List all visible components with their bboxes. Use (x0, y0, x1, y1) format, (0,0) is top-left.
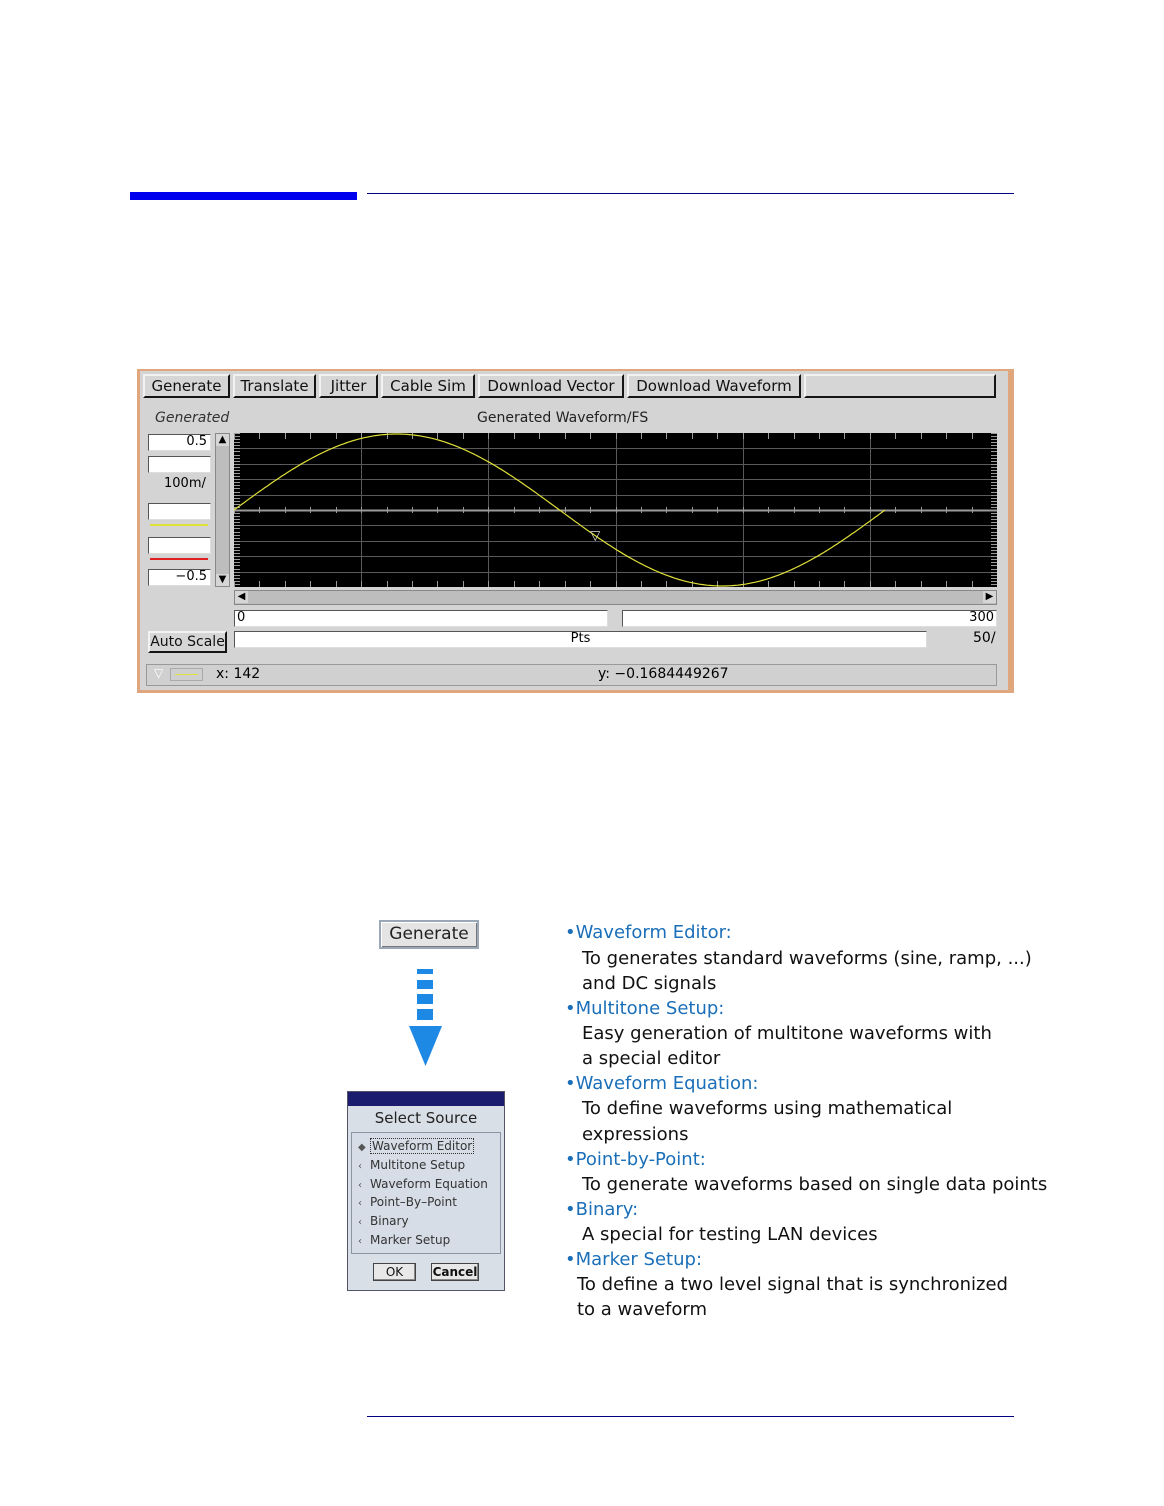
toolbar-empty-slot (804, 374, 996, 398)
radio-icon[interactable]: ‹ (358, 1198, 362, 1209)
cancel-button[interactable]: Cancel (432, 1265, 478, 1279)
marker-x-readout: x: 142 (216, 666, 261, 682)
option-waveform-equation[interactable] (358, 1177, 488, 1191)
option-label: Multitone Setup (370, 1158, 466, 1172)
down-arrow-icon (409, 1026, 442, 1066)
dialog-heading: Select Source (374, 1109, 478, 1127)
y-offset-field[interactable] (148, 456, 211, 473)
panel-label: Generated (155, 410, 230, 426)
desc-heading-marker-setup: •Marker Setup: (565, 1249, 703, 1270)
desc-text: and DC signals (582, 973, 717, 994)
desc-text: To define a two level signal that is synchronized (577, 1274, 1008, 1295)
option-marker-setup[interactable] (358, 1233, 450, 1247)
radio-icon[interactable]: ‹ (358, 1180, 362, 1191)
marker-channel-field[interactable] (148, 537, 211, 554)
option-label: Waveform Editor (372, 1139, 473, 1153)
scroll-up-icon[interactable]: ▲ (216, 434, 229, 446)
source-options-list (351, 1132, 501, 1254)
scroll-right-icon[interactable]: ▶ (983, 591, 996, 603)
dialog-titlebar[interactable] (348, 1092, 504, 1106)
footer-rule (367, 1416, 1014, 1417)
radio-selected-icon[interactable]: ◆ (358, 1142, 366, 1153)
desc-text: to a waveform (577, 1299, 707, 1320)
trace-channel-field[interactable] (148, 503, 211, 520)
desc-heading-waveform-equation: •Waveform Equation: (565, 1073, 759, 1094)
x-end-field[interactable]: 300 (622, 610, 997, 627)
marker-y-readout: y: −0.1684449267 (598, 666, 729, 682)
y-max-field[interactable]: 0.5 (148, 434, 211, 451)
auto-scale-button[interactable]: Auto Scale (148, 631, 227, 653)
generate-button[interactable]: Generate (143, 374, 230, 398)
arrow-dash (417, 994, 433, 1004)
option-label: Binary (370, 1214, 409, 1228)
plot-title: Generated Waveform/FS (477, 410, 649, 426)
horizontal-scrollbar[interactable] (234, 590, 997, 605)
desc-text: To generate waveforms based on single data points (582, 1174, 1048, 1195)
option-point-by-point[interactable] (358, 1195, 457, 1209)
arrow-dash (417, 969, 433, 974)
option-binary[interactable] (358, 1214, 409, 1228)
marker-cursor-icon[interactable]: ▽ (590, 528, 601, 544)
scroll-left-icon[interactable]: ◀ (235, 591, 248, 603)
vertical-scrollbar[interactable] (215, 433, 230, 587)
radio-icon[interactable]: ‹ (358, 1217, 362, 1228)
option-label: Point–By–Point (370, 1195, 457, 1209)
x-unit-field[interactable]: Pts (234, 631, 927, 648)
jitter-button[interactable]: Jitter (319, 374, 378, 398)
waveform-plot-svg (234, 433, 997, 587)
desc-text: A special for testing LAN devices (582, 1224, 878, 1245)
translate-button[interactable]: Translate (233, 374, 316, 398)
option-label: Waveform Equation (370, 1177, 488, 1191)
radio-icon[interactable]: ‹ (358, 1161, 362, 1172)
arrow-dash (417, 1009, 433, 1020)
select-source-dialog (347, 1091, 505, 1291)
desc-heading-multitone-setup: •Multitone Setup: (565, 998, 725, 1019)
download-waveform-button[interactable]: Download Waveform (627, 374, 801, 398)
download-vector-button[interactable]: Download Vector (478, 374, 624, 398)
arrow-dash (417, 980, 433, 989)
waveform-plot[interactable] (234, 433, 997, 587)
desc-heading-point-by-point: •Point-by-Point: (565, 1149, 706, 1170)
section-header-bar (130, 192, 357, 200)
marker-trace-swatch (170, 668, 203, 681)
y-per-div-label: 100m/ (164, 476, 206, 491)
desc-heading-waveform-editor: •Waveform Editor: (565, 922, 732, 943)
trace-color-swatch (150, 524, 208, 526)
desc-text: Easy generation of multitone waveforms with (582, 1023, 992, 1044)
radio-icon[interactable]: ‹ (358, 1236, 362, 1247)
desc-text: expressions (582, 1124, 689, 1145)
option-waveform-editor[interactable] (358, 1139, 474, 1153)
option-multitone-setup[interactable] (358, 1158, 465, 1172)
section-header-rule (367, 193, 1014, 194)
scroll-down-icon[interactable]: ▼ (216, 574, 229, 586)
marker-color-swatch (150, 558, 208, 560)
illustration-generate-button[interactable]: Generate (379, 920, 479, 949)
marker-status-bar (146, 664, 997, 686)
desc-heading-binary: •Binary: (565, 1199, 639, 1220)
y-min-field[interactable]: −0.5 (148, 569, 211, 586)
desc-text: To generates standard waveforms (sine, ramp, ...) (582, 948, 1032, 969)
ok-button[interactable]: OK (373, 1263, 416, 1281)
desc-text: To define waveforms using mathematical (582, 1098, 953, 1119)
option-label: Marker Setup (370, 1233, 451, 1247)
x-start-field[interactable]: 0 (234, 610, 608, 627)
x-per-div-label: 50/ (973, 630, 996, 646)
cable-sim-button[interactable]: Cable Sim (381, 374, 475, 398)
desc-text: a special editor (582, 1048, 721, 1069)
marker-status-icon: ▽ (154, 666, 164, 680)
